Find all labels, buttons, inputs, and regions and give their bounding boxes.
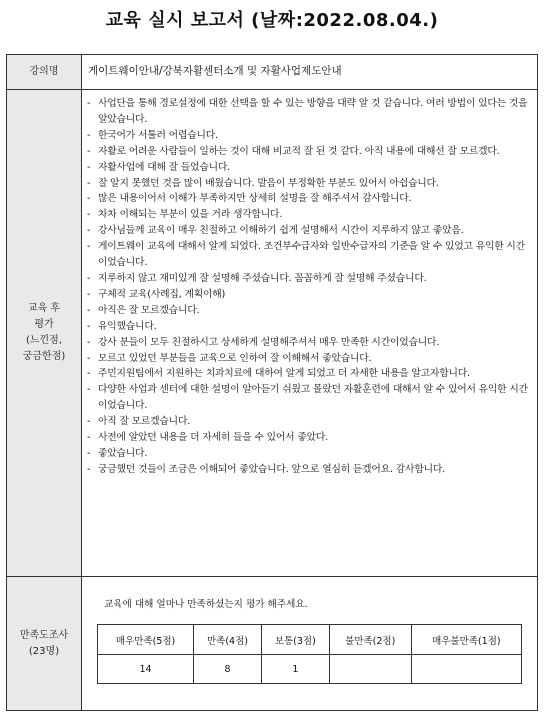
- feedback-item: - 많은 내용이어서 이해가 부족하지만 상세히 설명을 잘 해주셔서 감사합니다.: [86, 191, 531, 207]
- report-table: [6, 54, 538, 711]
- evaluation-label-line: 궁금한점): [22, 351, 66, 362]
- rating-count-satisfied: 8: [194, 655, 262, 684]
- feedback-item: - 차차 이해되는 부분이 있을 거라 생각합니다.: [86, 207, 531, 223]
- feedback-area: [86, 90, 531, 576]
- satisfaction-value-row: [98, 655, 522, 684]
- feedback-item: - 다양한 사업과 센터에 대한 설명이 알아듣기 쉬웠고 몰랐던 자활훈련에 대해서 알 수 있어서 유익한 시간이었습니다.: [86, 382, 531, 414]
- satisfaction-label: [7, 577, 82, 710]
- evaluation-label-line: (느낀점,: [25, 335, 63, 346]
- feedback-item: - 주민지원팀에서 지원하는 치과치료에 대하여 알게 되었고 더 자세한 내용을 알고자합니다.: [86, 366, 531, 382]
- rating-header-very-dissatisfied: 매우불만족(1점): [411, 625, 521, 655]
- satisfaction-row: [7, 577, 537, 710]
- feedback-item: - 자활로 어려운 사람들이 일하는 것이 대해 비교적 잘 된 것 같다. 아직 내용에 대해선 잘 모르겠다.: [86, 144, 531, 160]
- feedback-item: - 사업단을 통해 경로설정에 대한 선택을 할 수 있는 방향을 대략 알 것 같습니다. 여러 방법이 있다는 것을 알았습니다.: [86, 96, 531, 128]
- rating-count-dissatisfied: [329, 655, 411, 684]
- feedback-item: - 유익했습니다.: [86, 319, 531, 335]
- report-title: 교육 실시 보고서 (날짜:2022.08.04.): [105, 10, 439, 31]
- satisfaction-area: [86, 577, 531, 710]
- feedback-item: - 자활사업에 대해 잘 들었습니다.: [86, 160, 531, 176]
- evaluation-label: [7, 90, 82, 576]
- feedback-item: - 사전에 알았던 내용을 더 자세히 들을 수 있어서 좋았다.: [86, 430, 531, 446]
- rating-header-dissatisfied: 불만족(2점): [329, 625, 411, 655]
- satisfaction-table: [97, 624, 522, 684]
- evaluation-row: [7, 90, 537, 577]
- feedback-item: - 지루하지 않고 재미있게 잘 설명해 주셨습니다. 꼼꼼하게 잘 설명해 주셨습니다.: [86, 271, 531, 287]
- rating-count-very-satisfied: 14: [98, 655, 194, 684]
- feedback-item: - 아직은 잘 모르겠습니다.: [86, 303, 531, 319]
- feedback-list: [86, 90, 531, 478]
- satisfaction-label-line: 만족도조사: [19, 629, 69, 641]
- satisfaction-question: 교육에 대해 얼마나 만족하셨는지 평가 해주세요.: [104, 599, 308, 610]
- feedback-item: - 강사님들께 교육이 매우 친절하고 이해하기 쉽게 설명해서 시간이 지루하지 않고 좋았음.: [86, 223, 531, 239]
- feedback-item: - 모르고 있었던 부분들을 교육으로 인하여 잘 이해해서 좋았습니다.: [86, 351, 531, 367]
- course-label: 강의명: [7, 55, 82, 89]
- course-name: 게이트웨이안내/강북자활센터소개 및 자활사업제도안내: [88, 65, 342, 77]
- rating-header-very-satisfied: 매우만족(5점): [98, 625, 194, 655]
- evaluation-label-line: 교육 후: [27, 303, 61, 314]
- feedback-item: - 아직 잘 모르겠습니다.: [86, 414, 531, 430]
- satisfaction-header-row: [98, 625, 522, 655]
- rating-header-neutral: 보통(3점): [261, 625, 329, 655]
- rating-count-neutral: 1: [261, 655, 329, 684]
- feedback-item: - 좋았습니다.: [86, 446, 531, 462]
- feedback-item: - 구체적 교육(사례집, 계획이해): [86, 287, 531, 303]
- rating-count-very-dissatisfied: [411, 655, 521, 684]
- feedback-item: - 잘 알지 못했던 것을 많이 배웠습니다. 발음이 부정확한 부분도 있어서 아쉽습니다.: [86, 176, 531, 192]
- feedback-item: - 궁금했던 것들이 조금은 이해되어 좋았습니다. 앞으로 열심히 듣겠어요. 감사합니다.: [86, 462, 531, 478]
- feedback-item: - 게이트웨이 교육에 대해서 알게 되었다. 조건부수급자와 일반수급자의 기준을 알 수 있었고 유익한 시간이었습니다.: [86, 239, 531, 271]
- evaluation-label-line: 평가: [34, 319, 54, 330]
- course-row: [7, 55, 537, 90]
- feedback-item: - 한국어가 서툴러 어렵습니다.: [86, 128, 531, 144]
- rating-header-satisfied: 만족(4점): [194, 625, 262, 655]
- feedback-item: - 강사 분들이 모두 친절하시고 상세하게 설명해주셔서 매우 만족한 시간이었습니다.: [86, 335, 531, 351]
- satisfaction-label-line: (23명): [28, 645, 60, 657]
